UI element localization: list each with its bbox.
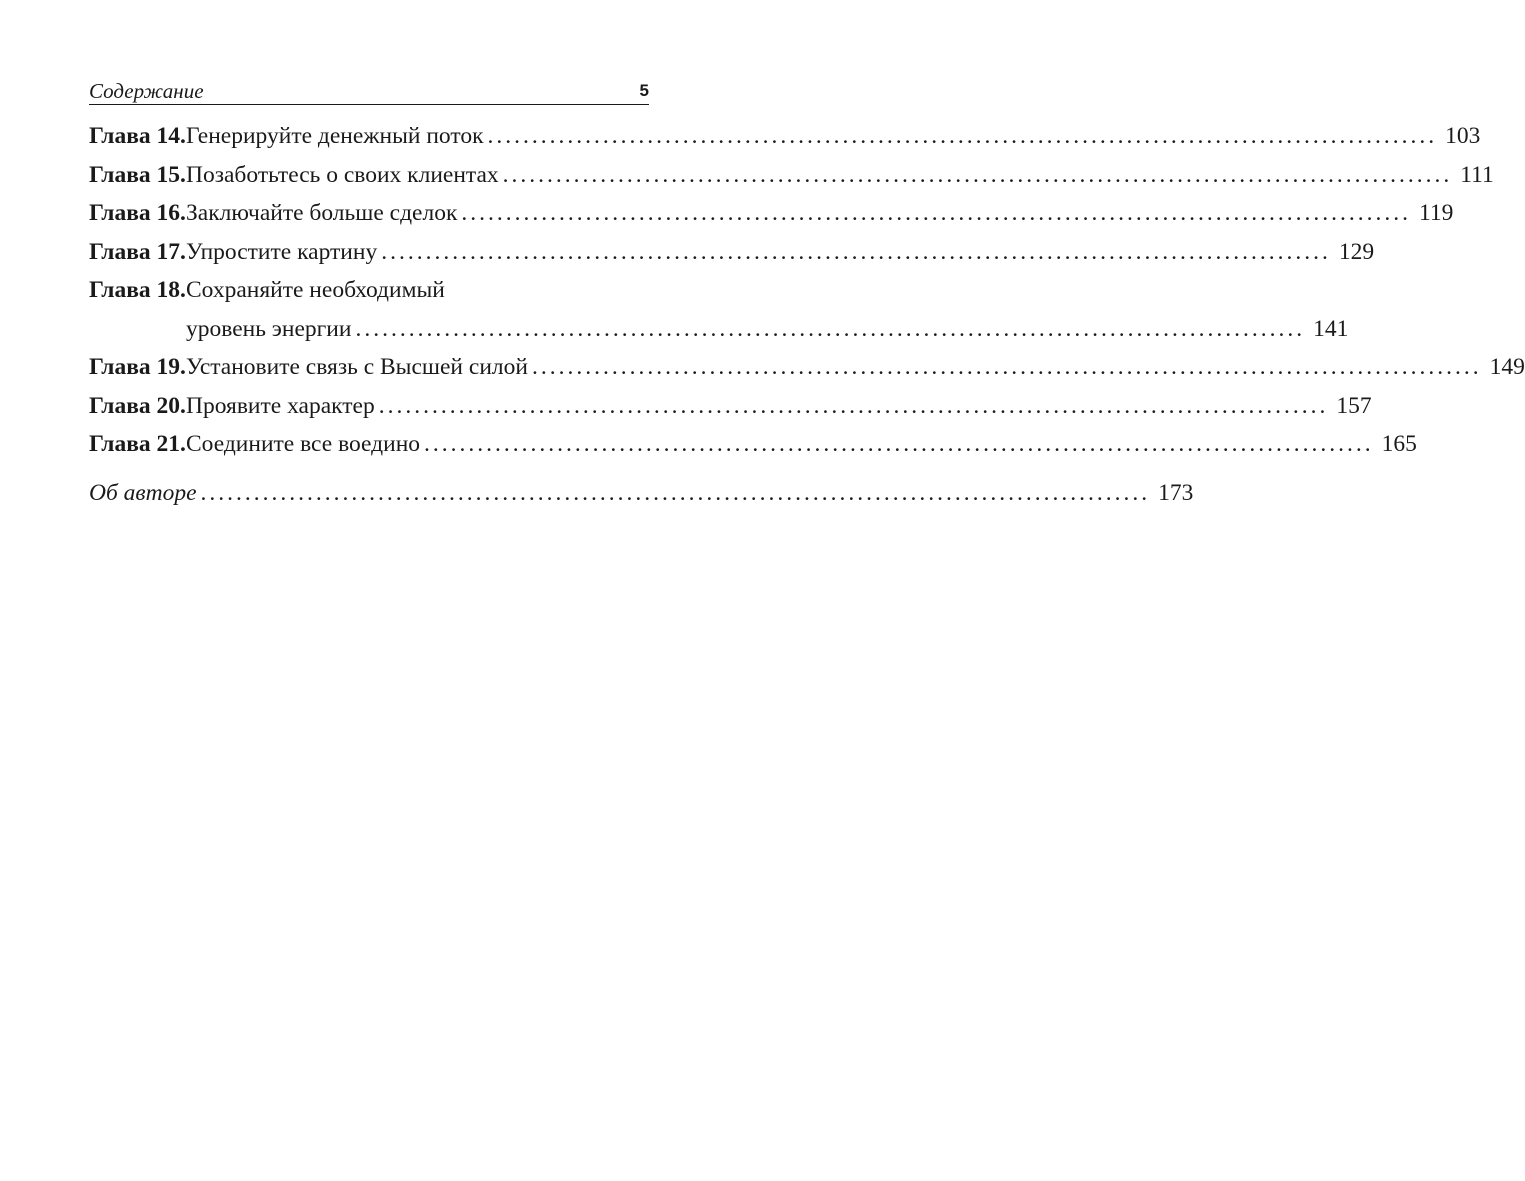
- toc-entry-chapter-17: [89, 233, 1375, 272]
- chapter-label: Глава 18.: [89, 277, 186, 303]
- dot-leader: ...........................................................................................................: [424, 431, 1374, 457]
- chapter-label: Глава 16.: [89, 200, 186, 226]
- chapter-page: 129: [1338, 238, 1375, 265]
- chapter-page: 157: [1336, 392, 1372, 419]
- toc-entry-chapter-20: [89, 387, 1372, 426]
- dot-leader: ...........................................................................................................: [531, 354, 1482, 380]
- chapter-title: Соедините все воедино: [186, 431, 421, 457]
- chapter-label: Глава 17.: [89, 238, 186, 265]
- chapter-title: Генерируйте денежный поток: [186, 123, 484, 149]
- toc-entry-chapter-21: [89, 425, 1417, 464]
- chapter-label: Глава 20.: [89, 392, 186, 419]
- dot-leader: ...........................................................................................................: [355, 315, 1306, 342]
- table-of-contents: [89, 117, 1525, 464]
- page-number: 5: [639, 81, 649, 100]
- dot-leader: ...........................................................................................................: [487, 123, 1438, 149]
- chapter-title: Установите связь с Высшей силой: [186, 354, 528, 380]
- dot-leader: ...........................................................................................................: [200, 480, 1151, 506]
- dot-leader: ...........................................................................................................: [461, 200, 1411, 226]
- chapter-page: 141: [1313, 315, 1349, 342]
- chapter-page: 119: [1419, 200, 1454, 226]
- chapter-page: 149: [1489, 354, 1525, 380]
- chapter-page: 165: [1381, 431, 1417, 457]
- dot-leader: ...........................................................................................................: [381, 238, 1331, 265]
- toc-entry-chapter-19: [89, 348, 1525, 387]
- toc-entry-chapter-14: [89, 117, 1481, 156]
- toc-entry-chapter-16: [89, 194, 1454, 233]
- chapter-title: Позаботьтесь о своих клиентах: [186, 161, 499, 188]
- toc-entry-chapter-18: [89, 271, 1349, 348]
- chapter-page: 103: [1445, 123, 1481, 149]
- chapter-title: Проявите характер: [186, 392, 375, 419]
- running-header: [89, 78, 649, 105]
- chapter-title: Упростите картину: [186, 238, 378, 265]
- dot-leader: ...........................................................................................................: [502, 161, 1453, 188]
- chapter-title-line-2: уровень энергии: [186, 315, 352, 342]
- toc-entry-about-author: [89, 474, 1194, 513]
- chapter-label: Глава 14.: [89, 123, 186, 149]
- about-author-page: 173: [1158, 480, 1194, 506]
- about-author-title: Об авторе: [89, 480, 197, 506]
- chapter-label: Глава 19.: [89, 354, 186, 380]
- chapter-label: Глава 21.: [89, 431, 186, 457]
- chapter-title-line-1: Сохраняйте необходимый: [186, 277, 445, 303]
- dot-leader: ...........................................................................................................: [378, 392, 1329, 419]
- toc-entry-chapter-15: [89, 156, 1494, 195]
- chapter-page: 111: [1460, 161, 1494, 188]
- running-title: Содержание: [89, 79, 204, 103]
- chapter-title: Заключайте больше сделок: [186, 200, 458, 226]
- chapter-label: Глава 15.: [89, 161, 186, 188]
- book-page: [89, 0, 1525, 1181]
